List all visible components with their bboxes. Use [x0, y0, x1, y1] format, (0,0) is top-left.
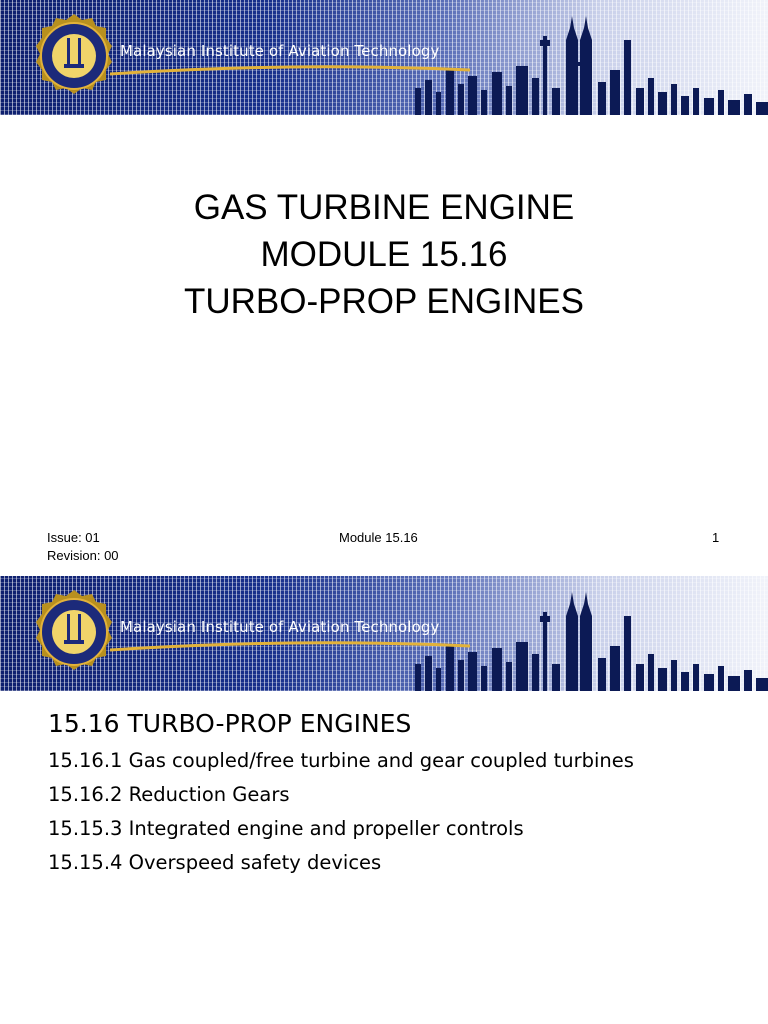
university-logo-icon-2 [34, 588, 114, 680]
footer-revision: Revision: 00 [47, 548, 119, 563]
title-line-1: GAS TURBINE ENGINE [193, 188, 575, 227]
slide-title [0, 184, 768, 325]
footer-issue: Issue: 01 [47, 530, 100, 545]
footer-issue-block [47, 529, 119, 565]
title-line-2: MODULE 15.16 [260, 235, 508, 274]
section-heading: 15.16 TURBO-PROP ENGINES [48, 709, 412, 738]
list-item: 15.15.4 Overspeed safety devices [48, 851, 382, 874]
list-item: 15.15.3 Integrated engine and propeller controls [48, 817, 524, 840]
footer-page-number: 1 [712, 530, 720, 545]
institute-name-2: Malaysian Institute of Aviation Technology [120, 618, 440, 636]
header-banner-2 [0, 576, 768, 691]
footer-module: Module 15.16 [339, 530, 418, 545]
list-item: 15.16.1 Gas coupled/free turbine and gear coupled turbines [48, 749, 634, 772]
list-item: 15.16.2 Reduction Gears [48, 783, 290, 806]
slide-content [48, 706, 748, 880]
gold-swoosh-2 [110, 638, 470, 652]
university-logo-icon [34, 12, 114, 104]
title-line-3: TURBO-PROP ENGINES [184, 282, 584, 321]
institute-name: Malaysian Institute of Aviation Technology [120, 42, 440, 60]
header-banner [0, 0, 768, 115]
gold-swoosh [110, 62, 470, 76]
slide-2 [0, 576, 768, 1024]
